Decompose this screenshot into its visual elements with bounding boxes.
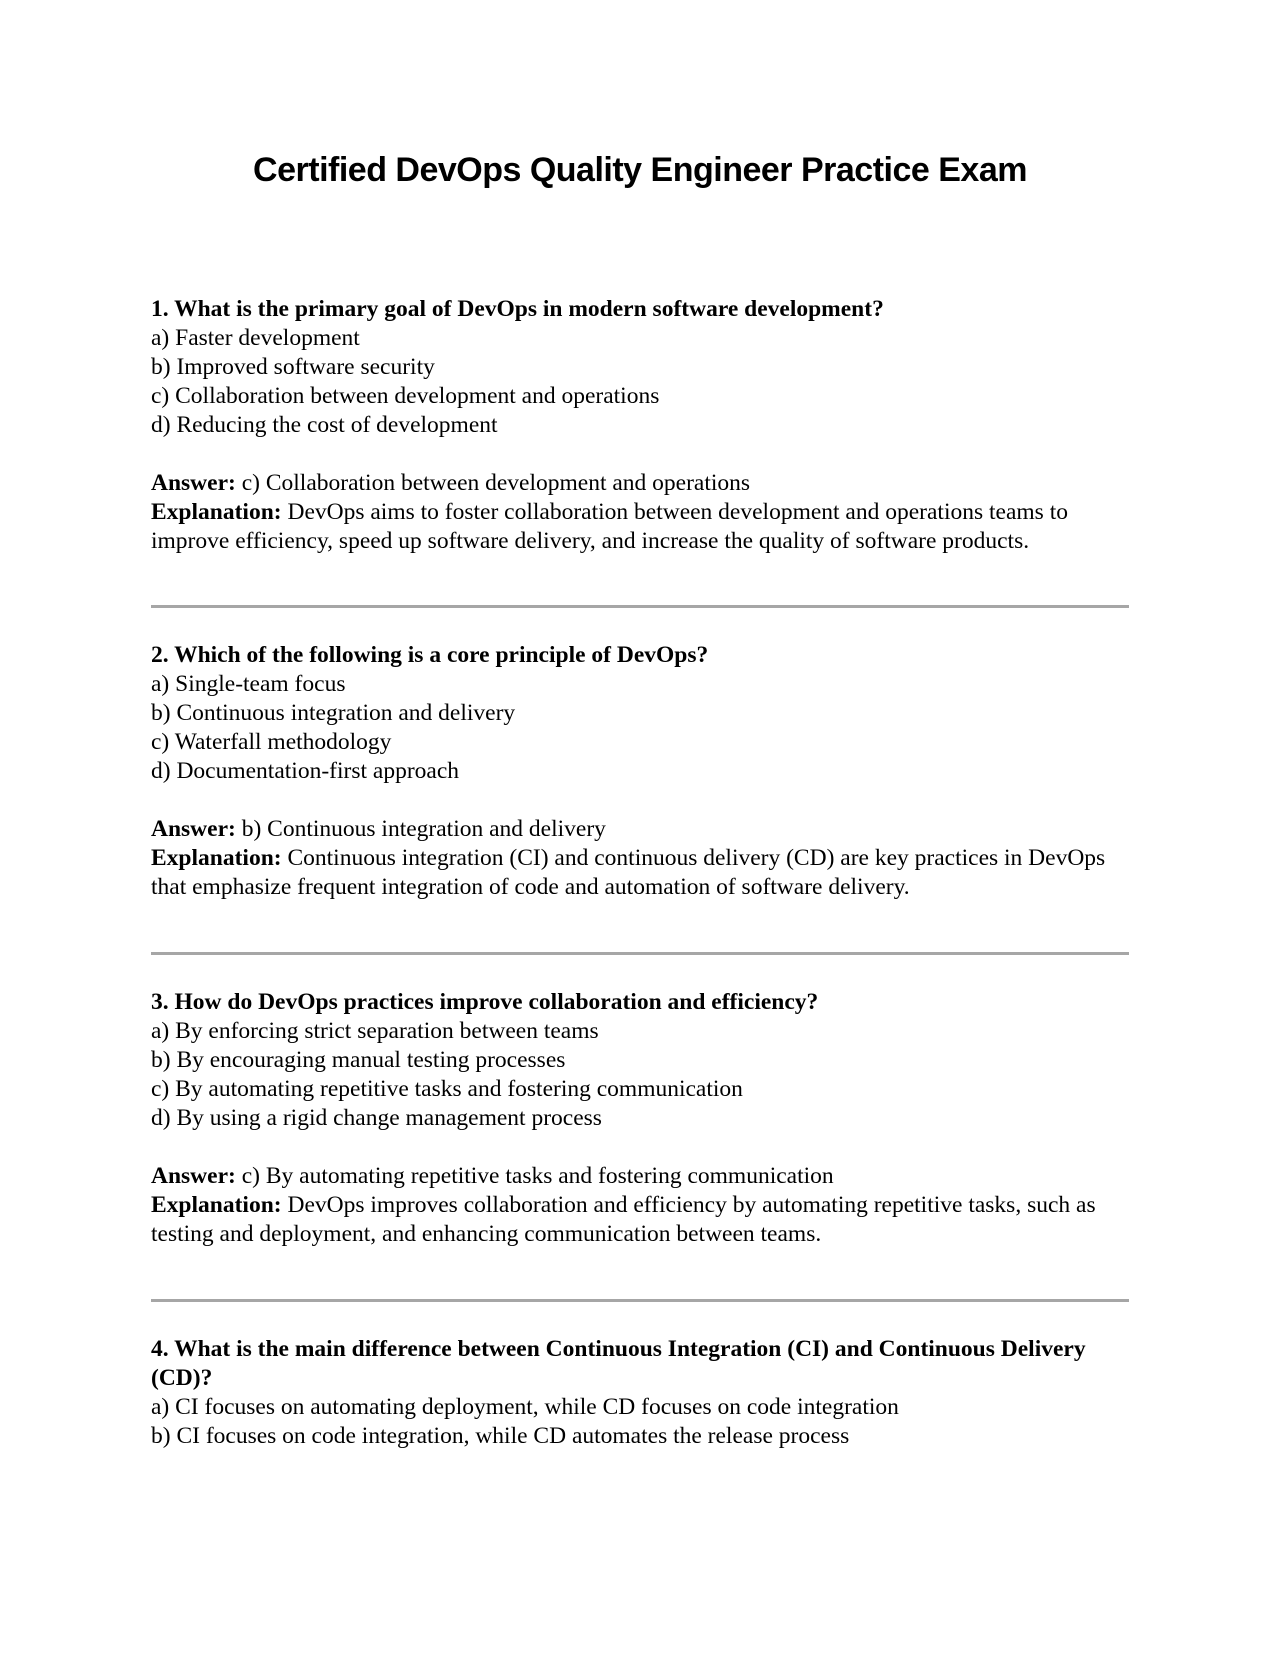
answer-label: Answer: [151,1163,236,1189]
explanation-text: Continuous integration (CI) and continuous delivery (CD) are key practices in DevOps that emphasize frequent integration of code and automation of software delivery. [151,845,1106,900]
option-d: d) Reducing the cost of development [151,412,498,438]
answer-line [151,815,1131,844]
option-b: b) Improved software security [151,354,435,380]
section-divider [151,1299,1129,1302]
section-divider [151,952,1129,955]
answer-label: Answer: [151,816,236,842]
question-block-1 [151,295,1131,556]
option-a: a) By enforcing strict separation between teams [151,1018,599,1044]
question-text: 4. What is the main difference between Continuous Integration (CI) and Continuous Delivery (CD)? [151,1336,1086,1391]
option-b: b) CI focuses on code integration, while CD automates the release process [151,1423,850,1449]
option-a: a) Single-team focus [151,671,346,697]
question-text: 3. How do DevOps practices improve collaboration and efficiency? [151,989,819,1015]
explanation-line [151,498,1131,556]
answer-label: Answer: [151,470,236,496]
option-d: d) By using a rigid change management process [151,1105,602,1131]
explanation-label: Explanation: [151,1192,282,1218]
question-block-3 [151,988,1131,1249]
page-title: Certified DevOps Quality Engineer Practice Exam [253,151,1027,189]
answer-text: b) Continuous integration and delivery [241,816,606,842]
option-a: a) Faster development [151,325,360,351]
question-text: 1. What is the primary goal of DevOps in modern software development? [151,296,884,322]
explanation-text: DevOps aims to foster collaboration between development and operations teams to improve efficiency, speed up software delivery, and increase the quality of software products. [151,499,1068,554]
question-block-4 [151,1335,1131,1451]
option-a: a) CI focuses on automating deployment, while CD focuses on code integration [151,1394,899,1420]
option-c: c) Collaboration between development and operations [151,383,660,409]
explanation-text: DevOps improves collaboration and efficiency by automating repetitive tasks, such as testing and deployment, and enhancing communication between teams. [151,1192,1096,1247]
answer-text: c) By automating repetitive tasks and fostering communication [241,1163,834,1189]
section-divider [151,605,1129,608]
answer-text: c) Collaboration between development and operations [241,470,751,496]
answer-line [151,1162,1131,1191]
option-c: c) By automating repetitive tasks and fostering communication [151,1076,743,1102]
option-b: b) Continuous integration and delivery [151,700,516,726]
explanation-line [151,1191,1131,1249]
option-b: b) By encouraging manual testing processes [151,1047,566,1073]
question-text: 2. Which of the following is a core principle of DevOps? [151,642,709,668]
option-c: c) Waterfall methodology [151,729,392,755]
explanation-label: Explanation: [151,845,282,871]
explanation-line [151,844,1131,902]
question-block-2 [151,641,1131,902]
answer-line [151,469,1131,498]
option-d: d) Documentation-first approach [151,758,460,784]
explanation-label: Explanation: [151,499,282,525]
